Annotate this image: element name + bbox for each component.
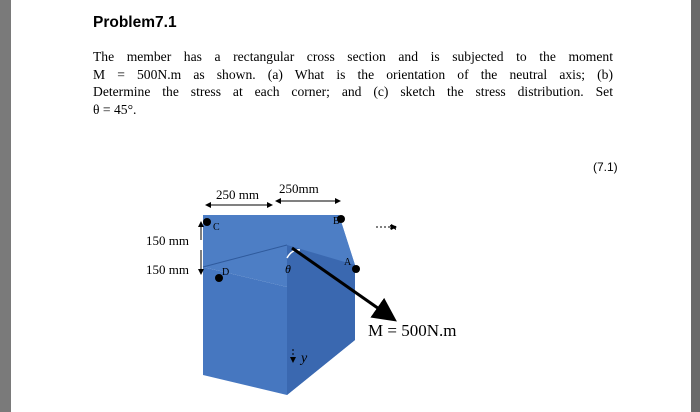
dim-left-width: 250 mm [216,187,259,202]
statement-line-3: Determine the stress at each corner; and (c) sketch the stress distribution. Set [93,84,613,100]
axis-z-label: z [387,225,402,231]
corner-a-dot [352,265,360,273]
corner-c-label: C [213,222,220,233]
dim-right-width: 250mm [279,181,319,196]
axis-y-label: y [301,351,308,366]
dim-top-height: 150 mm [146,233,189,248]
angle-label: θ [285,262,291,276]
dim-bottom-height: 150 mm [146,262,189,277]
corner-c-dot [203,218,211,226]
corner-d-label: D [222,267,230,278]
problem-title: Problem7.1 [93,14,177,31]
statement-line-1: The member has a rectangular cross section and is subjected to the moment [93,49,613,64]
front-face [203,267,287,395]
equation-number: (7.1) [593,160,618,174]
corner-a-label: A [344,257,352,268]
corner-b-label: B [333,216,340,227]
moment-label: M = 500N.m [368,321,457,340]
statement-line-2: M = 500N.m as shown. (a) What is the orientation of the neutral axis; (b) [93,66,613,82]
statement-line-4: θ = 45°. [93,101,137,117]
